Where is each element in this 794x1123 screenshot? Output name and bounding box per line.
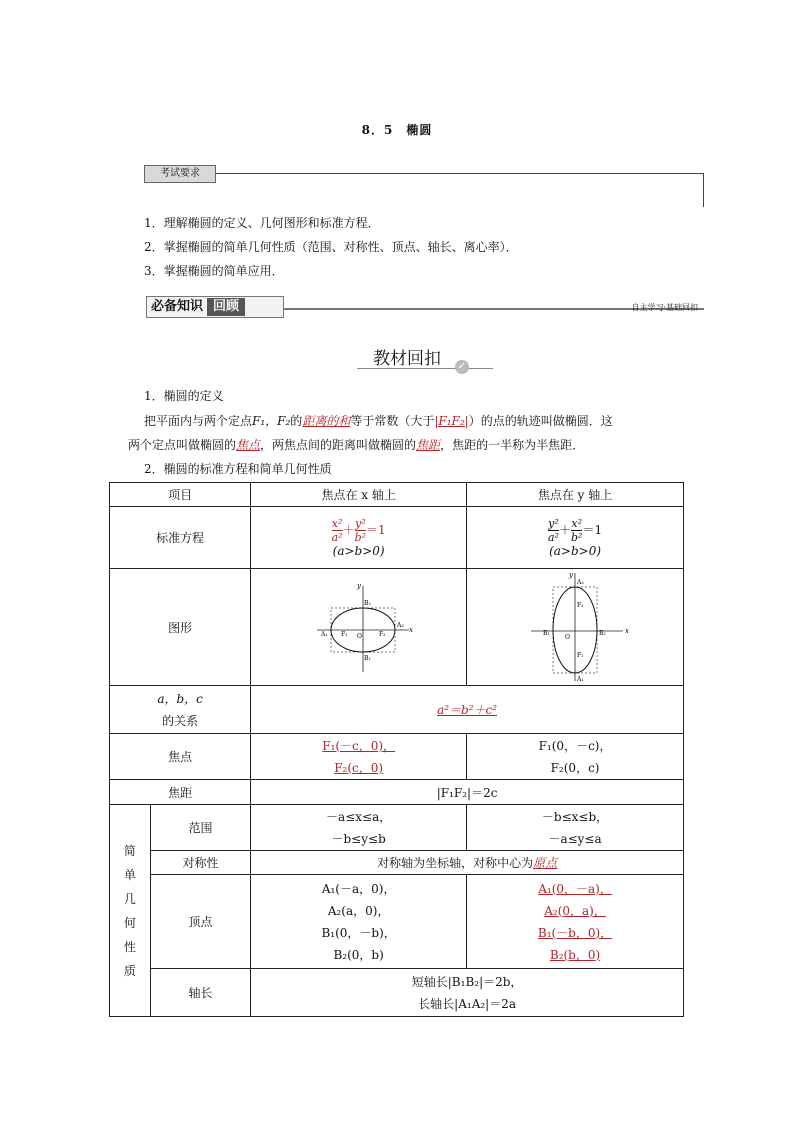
- range-x: －a≤x≤a， －b≤y≤b: [251, 805, 467, 851]
- vertex-x: A₁(－a，0)， A₂(a，0)， B₁(0，－b)， B₂(0，b): [251, 875, 467, 969]
- label-symmetry: 对称性: [150, 851, 250, 875]
- equation-y: $\frac{\text{y²}}{\text{a²}}$ ＋ $\frac{\text{x²}}{\text{b²}}$ ＝1 (a>b>0): [467, 507, 684, 569]
- svg-text:F₂: F₂: [577, 602, 584, 609]
- label-range: 范围: [150, 805, 250, 851]
- equation-x: $\frac{\text{x²}}{\text{a²}}$ ＋ $\frac{\text{y²}}{\text{b²}}$ ＝1 (a>b>0): [251, 507, 467, 569]
- def-paragraph: 把平面内与两个定点F₁，F₂的距离的和等于常数（大于|F₁F₂|）的点的轨迹叫做椭圆．这: [144, 414, 613, 428]
- label-focal-distance: 焦距: [110, 780, 251, 805]
- header-x: 焦点在 x 轴上: [251, 483, 467, 507]
- section-title: 教材回扣: [373, 349, 441, 369]
- svg-text:A₂: A₂: [577, 579, 584, 586]
- label-vertex: 顶点: [150, 875, 250, 969]
- blank: 焦点: [236, 438, 261, 452]
- ellipse-y-figure: [475, 569, 675, 685]
- svg-text:x: x: [625, 627, 629, 635]
- blank: |F₁F₂|: [434, 414, 469, 428]
- range-y: －b≤x≤b， －a≤y≤a: [467, 805, 684, 851]
- def-heading: 1．椭圆的定义: [144, 389, 224, 403]
- svg-text:B₁: B₁: [363, 655, 371, 662]
- label-equation: 标准方程: [110, 507, 251, 569]
- banner-highlight: 回顾: [207, 298, 245, 316]
- page-title: 8．5 椭圆: [361, 123, 433, 137]
- svg-text:x: x: [408, 626, 413, 634]
- requirement-item: 3．掌握椭圆的简单应用．: [144, 264, 284, 278]
- ellipse-properties-table: [109, 482, 684, 1017]
- svg-text:O: O: [565, 634, 570, 641]
- blank: 焦距: [416, 438, 441, 452]
- svg-text:A₁: A₁: [320, 631, 328, 638]
- requirement-item: 1．理解椭圆的定义、几何图形和标准方程．: [144, 216, 380, 230]
- blank: 距离的和: [302, 414, 351, 428]
- svg-text:B₂: B₂: [363, 600, 371, 607]
- axis-length: 短轴长|B₁B₂|＝2b， 长轴长|A₁A₂|＝2a: [251, 969, 684, 1017]
- section-heading: [357, 340, 493, 376]
- header-y: 焦点在 y 轴上: [467, 483, 684, 507]
- svg-text:y: y: [569, 571, 573, 579]
- exam-tag: 考试要求: [144, 165, 216, 183]
- check-icon: ✓: [455, 360, 469, 374]
- vertex-y: A₁(0，－a)， A₂(0，a)， B₁(－b，0)， B₂(b，0): [467, 875, 684, 969]
- exam-requirements-box: [144, 165, 704, 207]
- header-item: 项目: [110, 483, 251, 507]
- svg-text:A₁: A₁: [577, 676, 584, 683]
- ellipse-x-figure: [259, 572, 459, 682]
- label-figure: 图形: [110, 569, 251, 686]
- label-abc: a，b，c 的关系: [110, 686, 251, 734]
- focus-y: F₁(0，－c)， F₂(0，c): [467, 734, 684, 780]
- banner-left: 必备知识: [151, 299, 204, 314]
- label-focus: 焦点: [110, 734, 251, 780]
- svg-text:B₂: B₂: [599, 630, 606, 637]
- symmetry: 对称轴为坐标轴，对称中心为原点: [251, 851, 684, 875]
- side-label: 简单几何性质: [110, 805, 151, 1017]
- abc-relation: a²＝b²＋c²: [251, 686, 684, 734]
- svg-text:O: O: [356, 633, 362, 640]
- svg-text:F₁: F₁: [340, 631, 348, 638]
- svg-text:B₁: B₁: [543, 630, 550, 637]
- figure-y: [467, 569, 684, 686]
- svg-text:y: y: [356, 582, 361, 590]
- svg-text:A₂: A₂: [396, 622, 404, 629]
- section-banner: [146, 296, 704, 318]
- svg-text:F₂: F₂: [378, 631, 386, 638]
- figure-x: [251, 569, 467, 686]
- def-paragraph-2: 两个定点叫做椭圆的焦点，两焦点间的距离叫做椭圆的焦距，焦距的一半称为半焦距．: [128, 438, 585, 452]
- focal-distance: |F₁F₂|＝2c: [251, 780, 684, 805]
- banner-right: 自主学习·基础回扣: [631, 303, 698, 312]
- svg-text:F₁: F₁: [577, 652, 584, 659]
- label-axis: 轴长: [150, 969, 250, 1017]
- focus-x: F₁(－c，0)， F₂(c，0): [251, 734, 467, 780]
- table-heading: 2．椭圆的标准方程和简单几何性质: [144, 462, 332, 476]
- requirement-item: 2．掌握椭圆的简单几何性质（范围、对称性、顶点、轴长、离心率）．: [144, 240, 518, 254]
